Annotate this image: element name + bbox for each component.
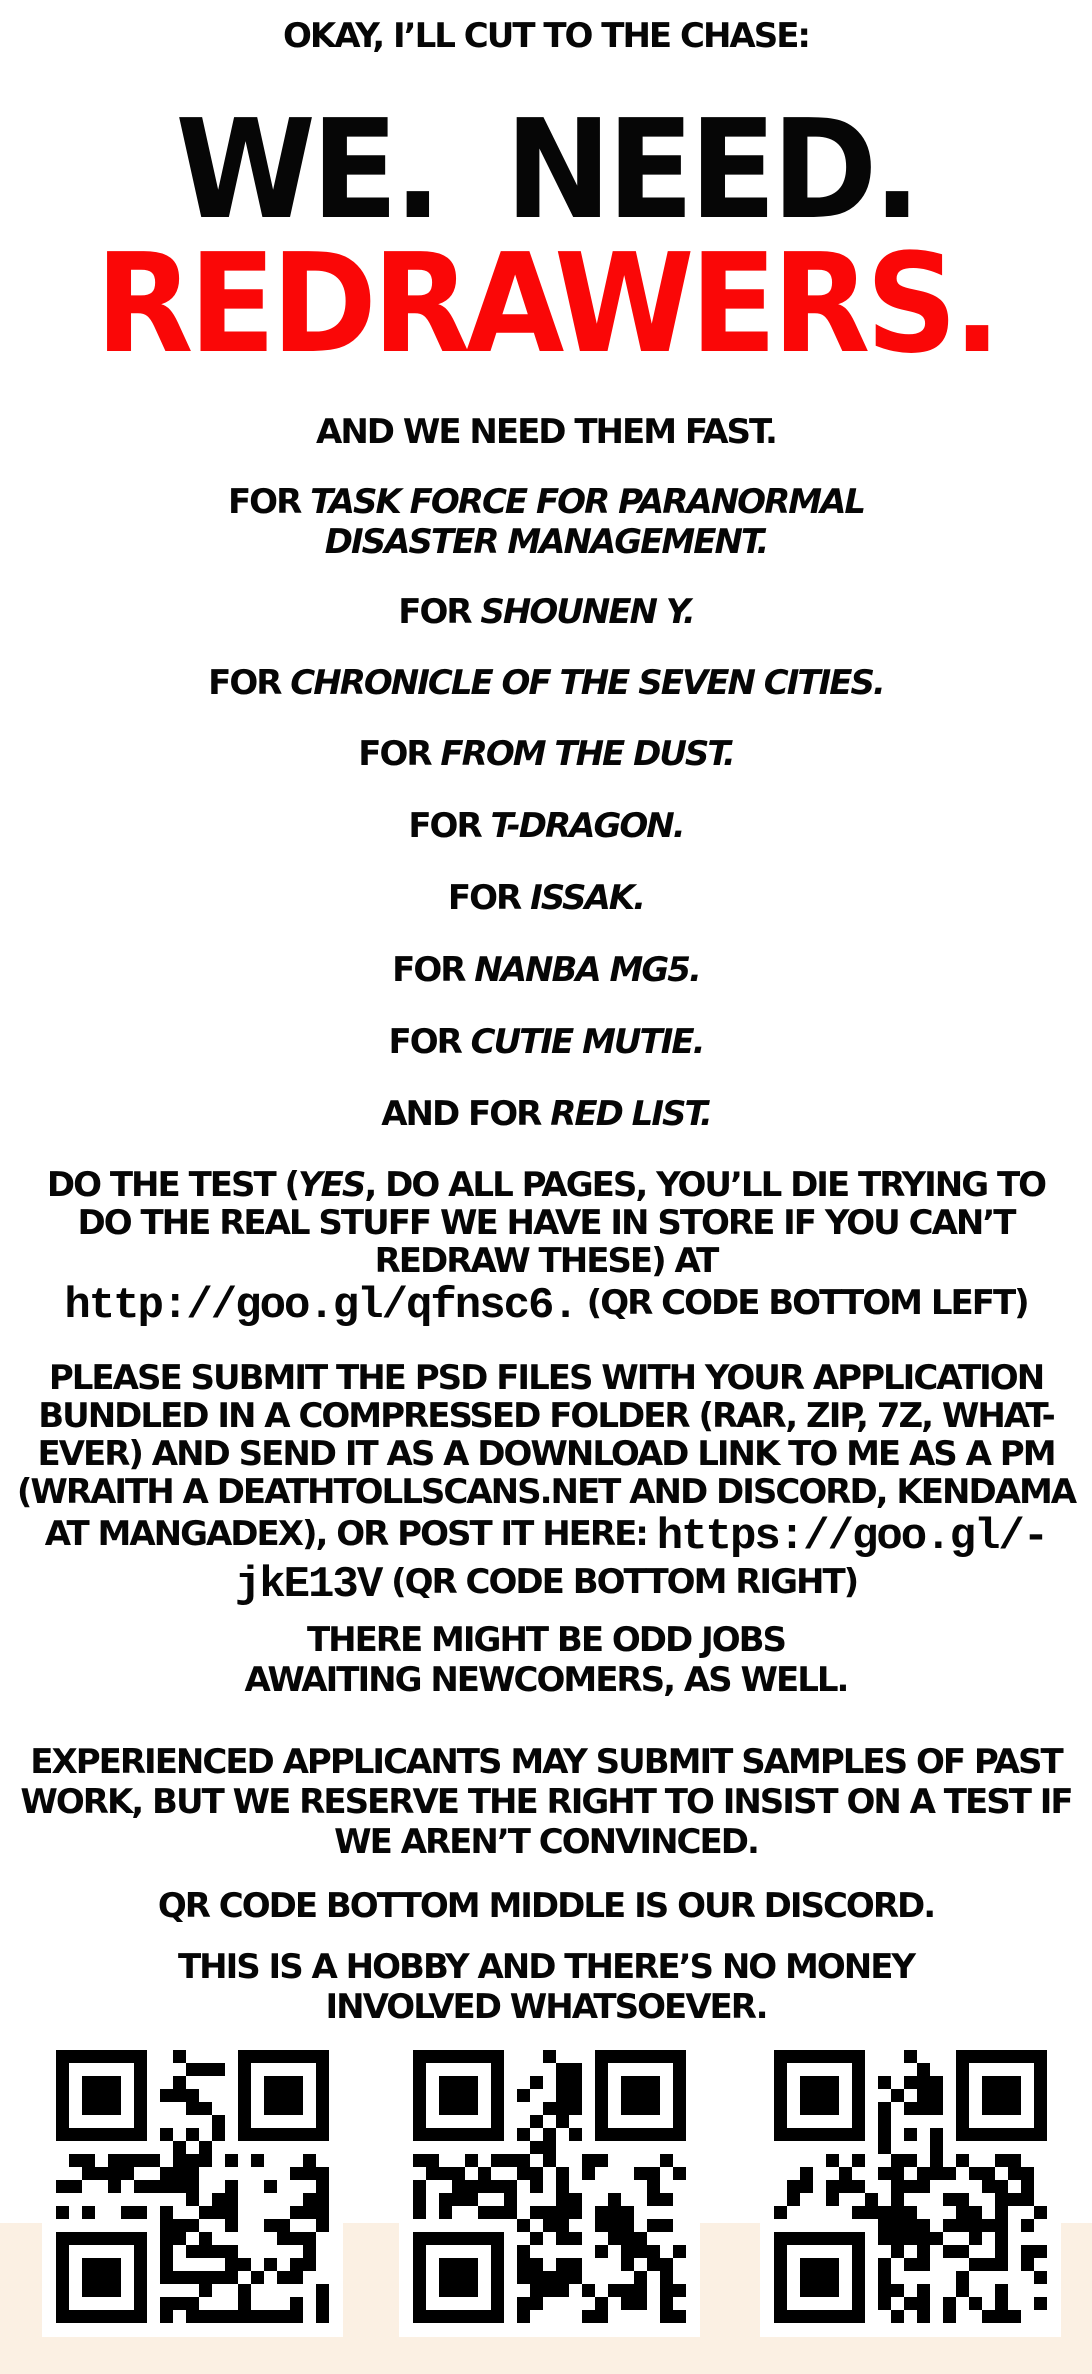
test-line-1b: , DO ALL PAGES, YOU’LL DIE TRYING TO [364, 1165, 1046, 1205]
series-title: T-DRAGON. [490, 806, 684, 846]
submit-line-4: (WRAITH A DEATHTOLLSCANS.NET AND DISCORD, KENDAMA [16, 1472, 1076, 1512]
series-taskforce-line2: DISASTER MANAGEMENT. [324, 522, 768, 562]
headline-we-need [48, 91, 1045, 250]
hobby-line-1: THIS IS A HOBBY AND THERE’S NO MONEY [177, 1947, 915, 1987]
discord-note-text: QR CODE BOTTOM MIDDLE IS OUR DISCORD. [157, 1886, 935, 1926]
test-line-1-em: YES [298, 1165, 365, 1205]
series-item-issak [10, 878, 1082, 918]
series-prefix: FOR [408, 806, 491, 846]
submit-url-continued: jkE13V [234, 1560, 382, 1610]
headline-redrawers-text: REDRAWERS. [95, 225, 997, 384]
submit-line-5 [10, 1512, 1082, 1562]
qr-code-discord [413, 2050, 686, 2323]
series-prefix: FOR [398, 592, 481, 632]
series-prefix: FOR [358, 734, 441, 774]
experienced-line-2: WORK, BUT WE RESERVE THE RIGHT TO INSIST ON A TEST IF [20, 1782, 1072, 1822]
series-item-from-the-dust [10, 734, 1082, 774]
odd-jobs-line-2: AWAITING NEWCOMERS, AS WELL. [244, 1660, 848, 1700]
experienced-note [10, 1742, 1082, 1862]
headline-we-need-text: WE. NEED. [175, 91, 917, 250]
intro-text: OKAY, I’LL CUT TO THE CHASE: [282, 16, 810, 56]
test-line-1a: DO THE TEST ( [46, 1165, 299, 1205]
series-taskforce-line1 [10, 482, 1082, 522]
submit-url-note: (QR CODE BOTTOM RIGHT) [381, 1562, 858, 1602]
test-url-line [10, 1281, 1082, 1331]
test-line-3: REDRAW THESE) AT [374, 1241, 718, 1281]
series-title: CHRONICLE OF THE SEVEN CITIES. [290, 663, 884, 703]
series-item-cutie-mutie [10, 1022, 1082, 1062]
series-title: NANBA MG5. [474, 950, 700, 990]
series-title: SHOUNEN Y. [480, 592, 694, 632]
series-taskforce [10, 482, 1082, 562]
submit-line-6 [10, 1560, 1082, 1610]
submission-instructions [10, 1358, 1082, 1610]
odd-jobs-note [10, 1620, 1082, 1700]
experienced-line-1: EXPERIENCED APPLICANTS MAY SUBMIT SAMPLES OF PAST [30, 1742, 1062, 1782]
headline-redrawers [48, 225, 1045, 384]
submit-line-2: BUNDLED IN A COMPRESSED FOLDER (RAR, ZIP, 7Z, WHAT- [38, 1396, 1054, 1436]
hobby-line-2: INVOLVED WHATSOEVER. [325, 1987, 767, 2027]
submit-line-5a: AT MANGADEX), OR POST IT HERE: [44, 1514, 657, 1554]
series-item-nanba-mg5 [10, 950, 1082, 990]
series-item-red-list [10, 1094, 1082, 1134]
series-prefix: AND FOR [381, 1094, 551, 1134]
intro-line [10, 16, 1082, 56]
series-title: RED LIST. [550, 1094, 711, 1134]
test-url: http://goo.gl/qfnsc6. [64, 1281, 577, 1331]
qr-code-submission [774, 2050, 1047, 2323]
experienced-line-3: WE AREN’T CONVINCED. [334, 1822, 758, 1862]
series-item-chronicle [10, 663, 1082, 703]
hobby-note [10, 1947, 1082, 2027]
qr-code-redraw-test [56, 2050, 329, 2323]
series-prefix: FOR [388, 1022, 471, 1062]
need-fast-text: AND WE NEED THEM FAST. [316, 412, 776, 452]
series-title: FROM THE DUST. [440, 734, 734, 774]
series-title: TASK FORCE FOR PARANORMAL [310, 482, 865, 522]
test-instructions [10, 1165, 1082, 1331]
need-fast-line [10, 412, 1082, 452]
series-title: ISSAK. [530, 878, 645, 918]
test-url-note: (QR CODE BOTTOM LEFT) [576, 1283, 1028, 1323]
qr-backer-bottom-middle [399, 2036, 700, 2337]
odd-jobs-line-1: THERE MIGHT BE ODD JOBS [306, 1620, 786, 1660]
series-item-shounen-y [10, 592, 1082, 632]
submit-url: https://goo.gl/- [656, 1512, 1048, 1562]
test-line-2: DO THE REAL STUFF WE HAVE IN STORE IF YOU CAN’T [77, 1203, 1015, 1243]
qr-backer-bottom-right [760, 2036, 1061, 2337]
series-prefix: FOR [447, 878, 531, 918]
submit-line-1: PLEASE SUBMIT THE PSD FILES WITH YOUR APPLICATION [48, 1358, 1044, 1398]
test-line-1 [10, 1166, 1082, 1204]
discord-note [10, 1886, 1082, 1926]
series-prefix: FOR [208, 663, 291, 703]
series-prefix: FOR [227, 482, 311, 522]
qr-backer-bottom-left [42, 2036, 343, 2337]
series-title: CUTIE MUTIE. [470, 1022, 704, 1062]
series-prefix: FOR [392, 950, 475, 990]
series-item-t-dragon [10, 806, 1082, 846]
submit-line-3: EVER) AND SEND IT AS A DOWNLOAD LINK TO ME AS A PM [37, 1434, 1055, 1474]
